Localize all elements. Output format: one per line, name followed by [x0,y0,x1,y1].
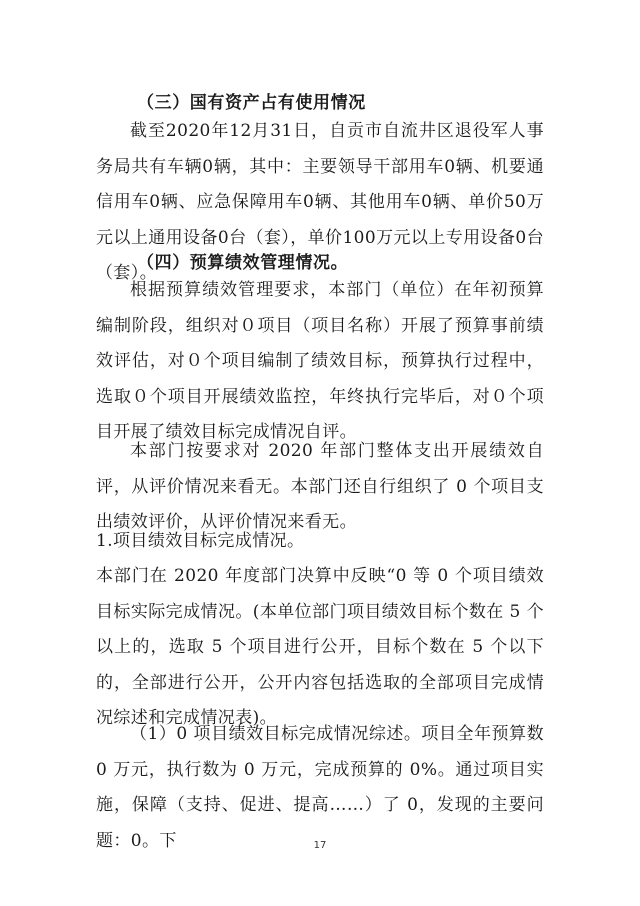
item1-paragraph: 本部门在 2020 年度部门决算中反映“0 等 0 个项目绩效目标实际完成情况。(本单位部门项目绩效目标个数在 5 个以上的，选取 5 个项目进行公开，目标个数在 5 个以下的，全部进行公开，公开内容包括选取的全部项目完成情况综述和完成情况表)。 [96,566,544,728]
section4-paragraph2: 本部门按要求对 2020 年部门整体支出开展绩效自评，从评价情况来看无。本部门还自行组织了 0 个项目支出绩效评价，从评价情况来看无。 [96,441,544,532]
section4-paragraph1: 根据预算绩效管理要求，本部门（单位）在年初预算编制阶段，组织对０项目（项目名称）开展了预算事前绩效评估，对０个项目编制了绩效目标，预算执行过程中，选取０个项目开展绩效监控，年终执行完毕后，对０个项目开展了绩效目标完成情况自评。 [96,280,544,442]
item1-title: 1.项目绩效目标完成情况。 [96,531,305,551]
section3-heading: （三）国有资产占有使用情况 [137,93,366,113]
section4-heading: （四）预算绩效管理情况。 [137,253,349,273]
page-number: 17 [313,840,327,851]
section3-paragraph: 截至2020年12月31日，自贡市自流井区退役军人事务局共有车辆0辆，其中：主要领导干部用车0辆、机要通信用车0辆、应急保障用车0辆、其他用车0辆、单价50万元以上通用设备0台（套），单价100万元以上专用设备0台（套）。 [96,121,544,283]
sub1-paragraph: （1）0 项目绩效目标完成情况综述。项目全年预算数 0 万元，执行数为 0 万元，完成预算的 0%。通过项目实施，保障（支持、促进、提高……）了 0，发现的主要问题：0。下 [96,724,544,851]
